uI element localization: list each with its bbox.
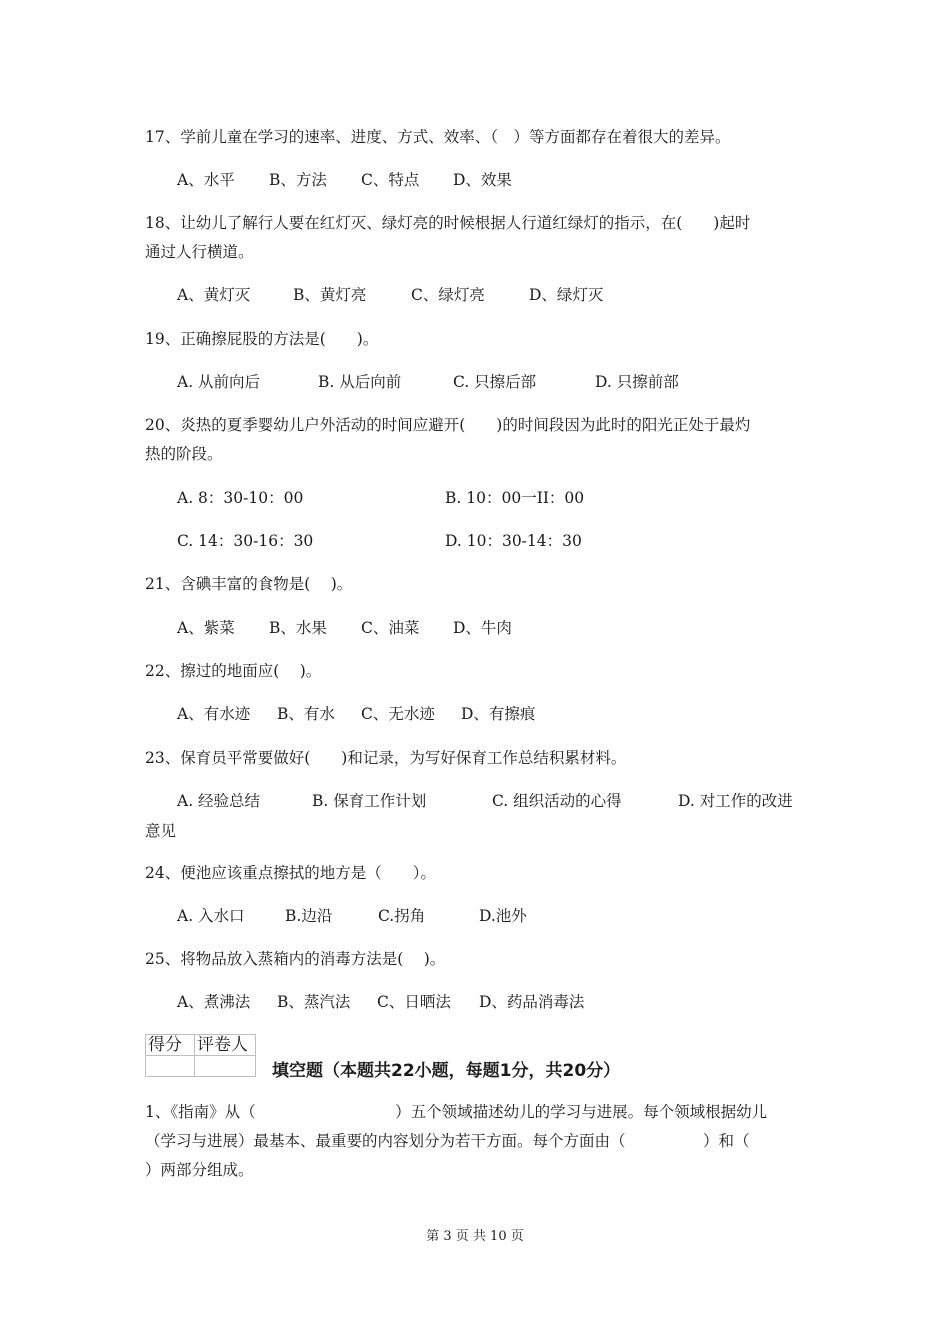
q21-option-c: C、油菜: [361, 619, 420, 637]
q23-option-d: D. 对工作的改进: [678, 792, 793, 810]
q23-option-d-continuation: 意见: [145, 822, 177, 840]
q25-option-d: D、药品消毒法: [479, 993, 585, 1011]
q19-option-d: D. 只擦前部: [595, 373, 679, 391]
question-23-stem: 23、保育员平常要做好( )和记录，为写好保育工作总结积累材料。: [145, 749, 627, 767]
score-table: [145, 1034, 256, 1077]
q17-option-c: C、特点: [361, 171, 420, 189]
question-19-stem: 19、正确擦屁股的方法是( )。: [145, 330, 379, 348]
grader-cell: [195, 1056, 256, 1077]
question-17-stem: 17、学前儿童在学习的速率、进度、方式、效率、（ ）等方面都存在着很大的差异。: [145, 128, 731, 146]
q23-option-b: B. 保育工作计划: [312, 792, 427, 810]
q22-option-d: D、有擦痕: [461, 705, 536, 723]
question-24-stem: 24、便池应该重点擦拭的地方是（ ）。: [145, 864, 436, 882]
question-20-stem-line1: 20、炎热的夏季婴幼儿户外活动的时间应避开( )的时间段因为此时的阳光正处于最灼: [145, 416, 751, 434]
q23-option-c: C. 组织活动的心得: [492, 792, 622, 810]
q20-option-b: B. 10：00一II：00: [445, 489, 585, 507]
score-cell: [146, 1056, 195, 1077]
fill-question-1-line3: ）两部分组成。: [145, 1161, 254, 1179]
q18-option-c: C、绿灯亮: [411, 286, 485, 304]
q17-option-b: B、方法: [269, 171, 327, 189]
question-20-stem-line2: 热的阶段。: [145, 445, 223, 463]
q24-option-a: A. 入水口: [177, 907, 245, 925]
question-21-stem: 21、含碘丰富的食物是( )。: [145, 575, 353, 593]
q24-option-d: D.池外: [479, 907, 527, 925]
q21-option-a: A、紫菜: [177, 619, 235, 637]
q24-option-b: B.边沿: [285, 907, 333, 925]
q17-option-a: A、水平: [177, 171, 235, 189]
q22-option-c: C、无水迹: [361, 705, 435, 723]
q23-option-a: A. 经验总结: [177, 792, 261, 810]
q25-option-c: C、日晒法: [377, 993, 451, 1011]
q18-option-a: A、黄灯灭: [177, 286, 251, 304]
question-22-stem: 22、擦过的地面应( )。: [145, 662, 322, 680]
q19-option-b: B. 从后向前: [318, 373, 402, 391]
q21-option-b: B、水果: [269, 619, 327, 637]
q20-option-a: A. 8：30-10：00: [177, 489, 304, 507]
q22-option-a: A、有水迹: [177, 705, 251, 723]
q19-option-c: C. 只擦后部: [453, 373, 537, 391]
question-25-stem: 25、将物品放入蒸箱内的消毒方法是( )。: [145, 950, 446, 968]
q18-option-b: B、黄灯亮: [293, 286, 367, 304]
q24-option-c: C.拐角: [378, 907, 426, 925]
q25-option-a: A、煮沸法: [177, 993, 251, 1011]
q25-option-b: B、蒸汽法: [277, 993, 351, 1011]
fill-question-1-line2: （学习与进展）最基本、最重要的内容划分为若干方面。每个方面由（ ）和（: [145, 1132, 750, 1150]
page-number: 第 3 页 共 10 页: [426, 1229, 524, 1244]
q18-option-d: D、绿灯灭: [529, 286, 604, 304]
question-18-stem-line1: 18、让幼儿了解行人要在红灯灭、绿灯亮的时候根据人行道红绿灯的指示，在( )起时: [145, 214, 751, 232]
q21-option-d: D、牛肉: [453, 619, 512, 637]
q17-option-d: D、效果: [453, 171, 512, 189]
score-header: 得分: [146, 1035, 195, 1056]
q20-option-c: C. 14：30-16：30: [177, 532, 314, 550]
q19-option-a: A. 从前向后: [177, 373, 261, 391]
question-18-stem-line2: 通过人行横道。: [145, 243, 254, 261]
q22-option-b: B、有水: [277, 705, 335, 723]
section-title: 填空题（本题共22小题，每题1分，共20分）: [272, 1061, 621, 1081]
fill-question-1-line1: 1、《指南》从（ ）五个领域描述幼儿的学习与进展。每个领域根据幼儿: [145, 1103, 768, 1121]
q20-option-d: D. 10：30-14：30: [445, 532, 582, 550]
grader-header: 评卷人: [195, 1035, 256, 1056]
